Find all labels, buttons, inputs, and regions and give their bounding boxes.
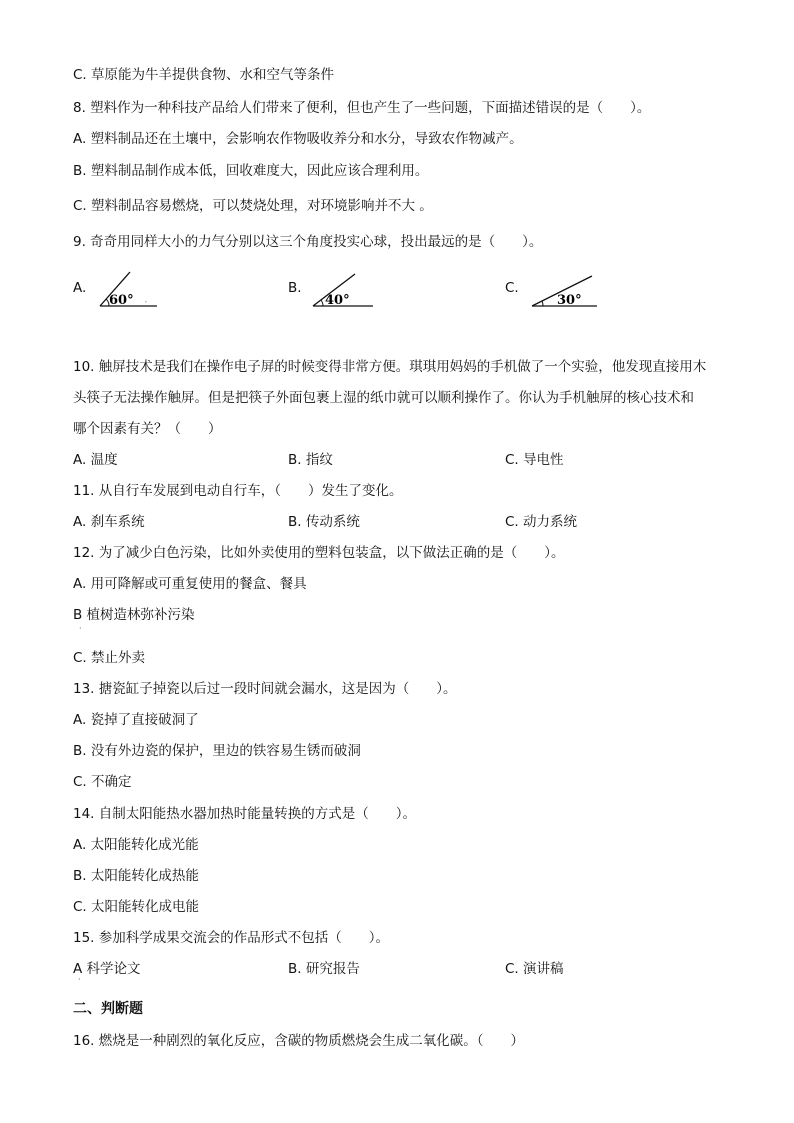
angle-label: 40° bbox=[325, 293, 350, 308]
q14-option-a: A. 太阳能转化成光能 bbox=[73, 837, 199, 853]
angle-label: 60° bbox=[109, 293, 134, 308]
angle-40-figure bbox=[310, 270, 410, 310]
q14-option-b: B. 太阳能转化成热能 bbox=[73, 868, 199, 884]
q15-option-b: B. 研究报告 bbox=[288, 961, 360, 977]
q15-stem: 15. 参加科学成果交流会的作品形式不包括（ ）。 bbox=[73, 930, 390, 946]
scan-dot: · bbox=[78, 975, 81, 984]
angle-label: 30° bbox=[557, 293, 582, 308]
q13-option-a: A. 瓷掉了直接破洞了 bbox=[73, 712, 199, 728]
q11-option-c: C. 动力系统 bbox=[505, 514, 578, 530]
q15-option-c: C. 演讲稿 bbox=[505, 961, 564, 977]
q10-stem-line3: 哪个因素有关？（ ） bbox=[73, 421, 222, 437]
q13-stem: 13. 搪瓷缸子掉瓷以后过一段时间就会漏水，这是因为（ ）。 bbox=[73, 681, 457, 697]
q11-option-b: B. 传动系统 bbox=[288, 514, 360, 530]
q14-stem: 14. 自制太阳能热水器加热时能量转换的方式是（ ）。 bbox=[73, 806, 417, 822]
q9-option-a bbox=[73, 270, 193, 310]
q9-option-label: A. bbox=[73, 280, 87, 296]
q14-option-c: C. 太阳能转化成电能 bbox=[73, 899, 200, 915]
q12-option-c: C. 禁止外卖 bbox=[73, 650, 146, 666]
q8-option-c: C. 塑料制品容易燃烧，可以焚烧处理，对环境影响并不大 。 bbox=[73, 198, 433, 214]
q10-stem-line1: 10. 触屏技术是我们在操作电子屏的时候变得非常方便。琪琪用妈妈的手机做了一个实验，他发现直接用木 bbox=[73, 359, 707, 375]
q8-option-b: B. 塑料制品制作成本低，回收难度大，因此应该合理利用。 bbox=[73, 163, 429, 179]
q12-option-b: B 植树造林弥补污染 bbox=[73, 607, 195, 623]
q13-option-c: C. 不确定 bbox=[73, 774, 132, 790]
angle-60-figure bbox=[95, 270, 195, 310]
q12-stem: 12. 为了减少白色污染，比如外卖使用的塑料包装盒，以下做法正确的是（ ）。 bbox=[73, 545, 565, 561]
q8-option-a: A. 塑料制品还在土壤中，会影响农作物吸收养分和水分，导致农作物减产。 bbox=[73, 131, 523, 147]
q13-option-b: B. 没有外边瓷的保护，里边的铁容易生锈而破洞 bbox=[73, 743, 361, 759]
q10-option-a: A. 温度 bbox=[73, 452, 118, 468]
q7-option-c: C. 草原能为牛羊提供食物、水和空气等条件 bbox=[73, 67, 335, 83]
q16-stem: 16. 燃烧是一种剧烈的氧化反应，含碳的物质燃烧会生成二氧化碳。（ ） bbox=[73, 1033, 525, 1049]
q12-option-a: A. 用可降解或可重复使用的餐盒、餐具 bbox=[73, 576, 307, 592]
q9-stem: 9. 奇奇用同样大小的力气分别以这三个角度投实心球，投出最远的是（ ）。 bbox=[73, 234, 543, 250]
q9-option-c bbox=[505, 270, 625, 310]
q10-option-b: B. 指纹 bbox=[288, 452, 333, 468]
angle-30-figure bbox=[527, 270, 627, 310]
section-heading: 二、判断题 bbox=[73, 1001, 143, 1017]
q10-option-c: C. 导电性 bbox=[505, 452, 564, 468]
q10-stem-line2: 头筷子无法操作触屏。但是把筷子外面包裹上湿的纸巾就可以顺利操作了。你认为手机触屏的核心技术和 bbox=[73, 390, 694, 406]
q9-option-b bbox=[288, 270, 408, 310]
q15-option-a: A 科学论文 bbox=[73, 961, 141, 977]
scan-dot: · bbox=[79, 624, 82, 633]
q9-option-label: B. bbox=[288, 280, 302, 296]
q9-option-label: C. bbox=[505, 280, 519, 296]
q11-stem: 11. 从自行车发展到电动自行车，（ ）发生了变化。 bbox=[73, 483, 403, 499]
q8-stem: 8. 塑料作为一种科技产品给人们带来了便利，但也产生了一些问题，下面描述错误的是（ ）。 bbox=[73, 100, 651, 116]
svg-text:,: , bbox=[145, 297, 147, 304]
q11-option-a: A. 刹车系统 bbox=[73, 514, 145, 530]
